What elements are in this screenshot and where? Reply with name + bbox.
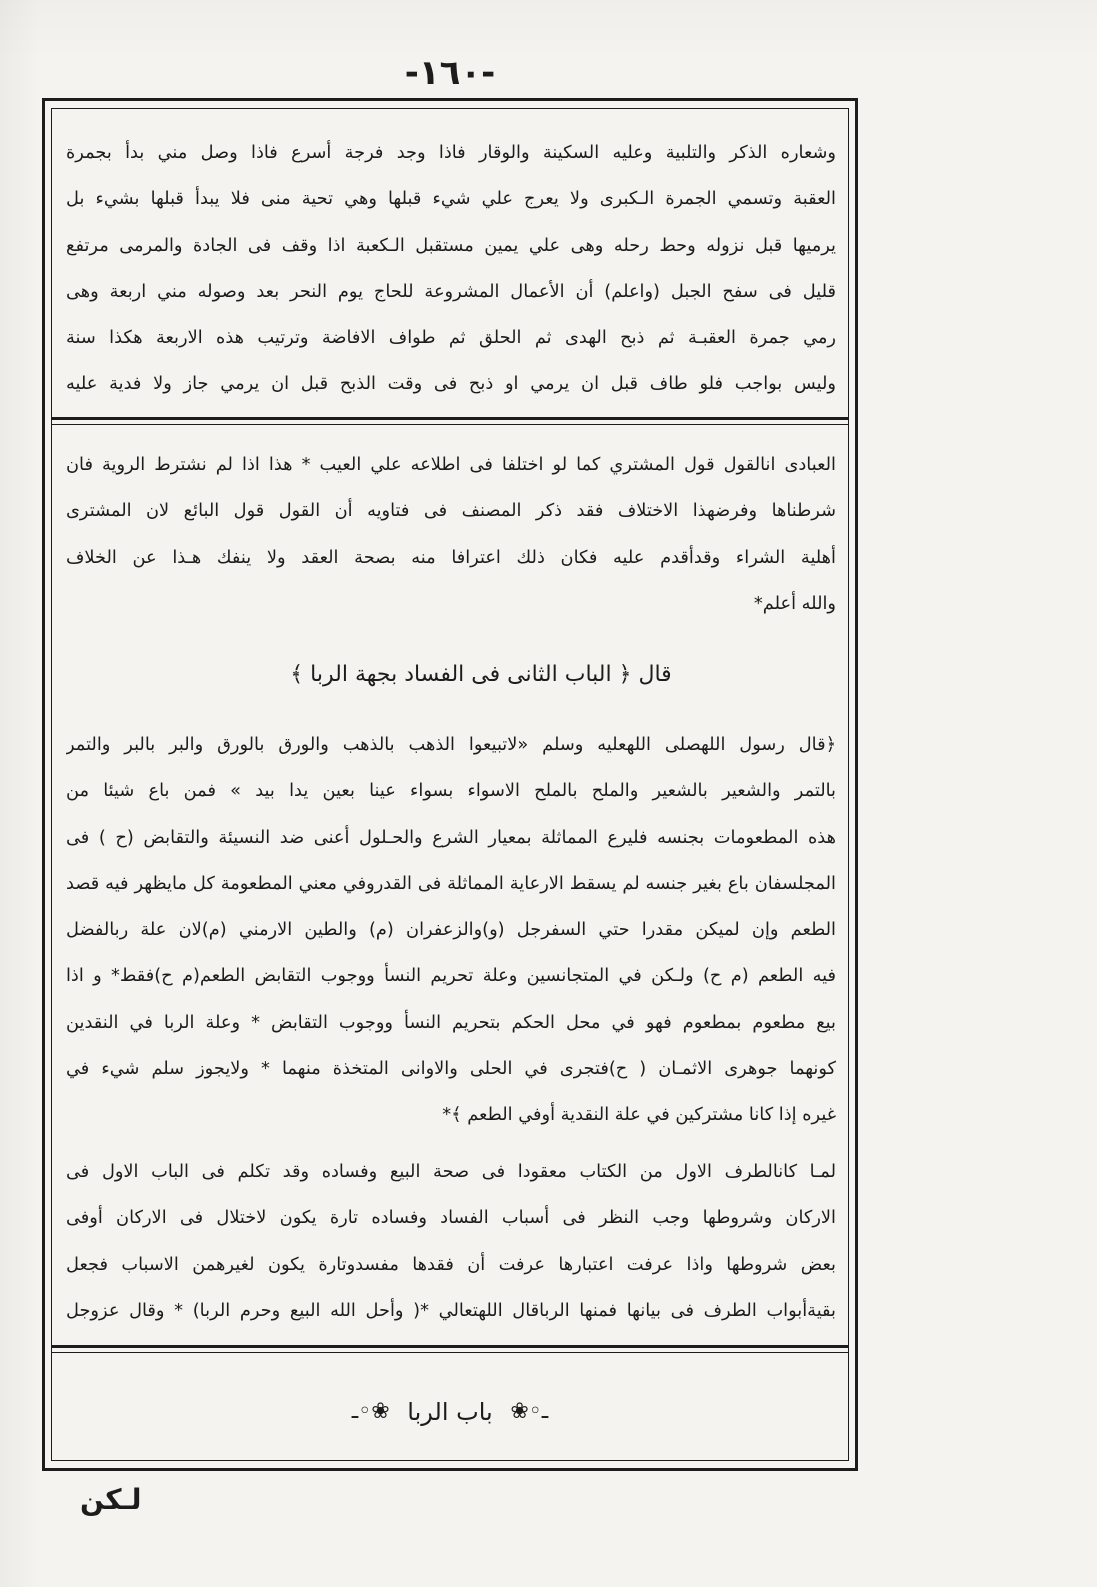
section-divider [51,1345,849,1353]
text-line: لمـا كانالطرف الاول من الكتاب معقودا فى صحة البيع وفساده وقد تكلم فى الباب الاول فى [66,1162,836,1182]
text-line: هذه المطعومات بجنسه فليرع المماثلة بمعيار الشرع والحـلول أعنى ضد النسيئة والتقابض (ح ) فى [66,827,836,848]
text-line: وليس بواجب فلو طاف قبل ان يرمي او ذبح فى وقت الذبح قبل ان يرمي جاز ولا فدية عليه [66,374,836,395]
text-line: كونهما جوهرى الاثمـان ( ح)فتجرى في الحلى والاوانى المتخذة منهما * ولايجوز سلم شيء في [66,1059,836,1080]
catchword: لـكن [80,1483,142,1516]
text-line: شرطناها وفرضهذا الاختلاف فقد ذكر المصنف فى فتاويه أن القول قول البائع لان المشترى [66,501,836,522]
text-line: بقيةأبواب الطرف فى بيانها فمنها الرباقال اللهتعالي *( وأحل الله البيع وحرم الربا) * وقال عزوجل [66,1300,836,1321]
text-line: بيع مطعوم بمطعوم فهو في محل الحكم بتحريم النسأ ووجوب التقابض * وعلة الربا في النقدين [66,1012,836,1033]
text-line: العقبة وتسمي الجمرة الـكبرى ولا يعرج علي شيء قبلها وهي تحية منى فلا يبدأ قبلها بشيء بل [66,189,836,210]
upper-text-block [66,130,836,408]
text-line: قليل فى سفح الجبل (واعلم) أن الأعمال المشروعة للحاج يوم النحر بعد وصوله مني اربعة وهى [66,281,836,302]
section-divider [51,417,849,425]
text-line: يرميها قبل نزوله وحط رحله وهى علي يمين مستقبل الـكعبة اذا وقف فى الجادة والمرمى مرتفع [66,235,836,256]
sharh-text-block [66,1149,836,1334]
text-line: والله أعلم* [753,593,836,614]
text-line: أهلية الشراء وقدأقدم عليه فكان ذلك اعترافا منه بصحة العقد ولا ينفك هـذا عن الخلاف [66,547,836,568]
text-line: الاركان وشروطها وجب النظر فى أسباب الفساد وفساده تارة يكون لاختلال فى الاركان أوفى [66,1208,836,1229]
text-line: غيره إذا كانا مشتركين في علة النقدية أوفي الطعم ﴾* [442,1105,836,1126]
page-number: -١٦٠- [404,53,496,93]
text-line: بعض شروطها واذا عرفت اعتبارها عرفت أن فقدها مفسدوتارة يكون لغيرهمن الاسباب فجعل [66,1254,836,1275]
floral-ornament-icon [352,1389,390,1435]
section-title: باب الربا [407,1398,493,1426]
text-line: العبادى انالقول قول المشتري كما لو اختلفا فى اطلاعه علي العيب * هذا اذا لم نشترط الروية فان [66,455,836,475]
text-line: رمي جمرة العقبـة ثم ذبح الهدى ثم الحلق ثم طواف الافاضة وترتيب هذه الاربعة هكذا سنة [66,328,836,349]
text-line: بالتمر والشعير بالشعير والملح بالملح الاسواء بسواء عينا بعين يدا بيد » فمن باع شيئا من [66,781,836,802]
text-line: فيه الطعم (م ح) ولـكن في المتجانسين وعلة تحريم النسأ ووجوب التقابض الطعم(م ح)فقط* و اذا [66,966,836,987]
text-line: الطعم وإن لميكن مقدرا حتي السفرجل (و)والزعفران (م) والطين الارمني (م)لان علة ربالفضل [66,920,836,941]
continued-commentary-block [66,442,836,627]
section-title-banner [51,1388,849,1434]
text-line: وشعاره الذكر والتلبية وعليه السكينة والوقار فاذا وجد فرجة أسرع فاذا وصل مني بدأ بجمرة [66,143,836,163]
chapter-heading: قال ﴿ الباب الثانى فى الفساد بجهة الربا ﴾ [290,662,672,687]
text-line: ﴿قال رسول اللهصلى اللهعليه وسلم «لاتبيعوا الذهب بالذهب والورق بالورق والبر بالبر والتمر [66,735,836,755]
floral-ornament-icon [510,1389,548,1435]
matn-text-block [66,722,836,1139]
text-line: المجلسفان باع بغير جنسه لم يسقط الارعاية المماثلة فى القدروفي معني المطعومة كل مايظهر فيه قصد [66,873,836,894]
